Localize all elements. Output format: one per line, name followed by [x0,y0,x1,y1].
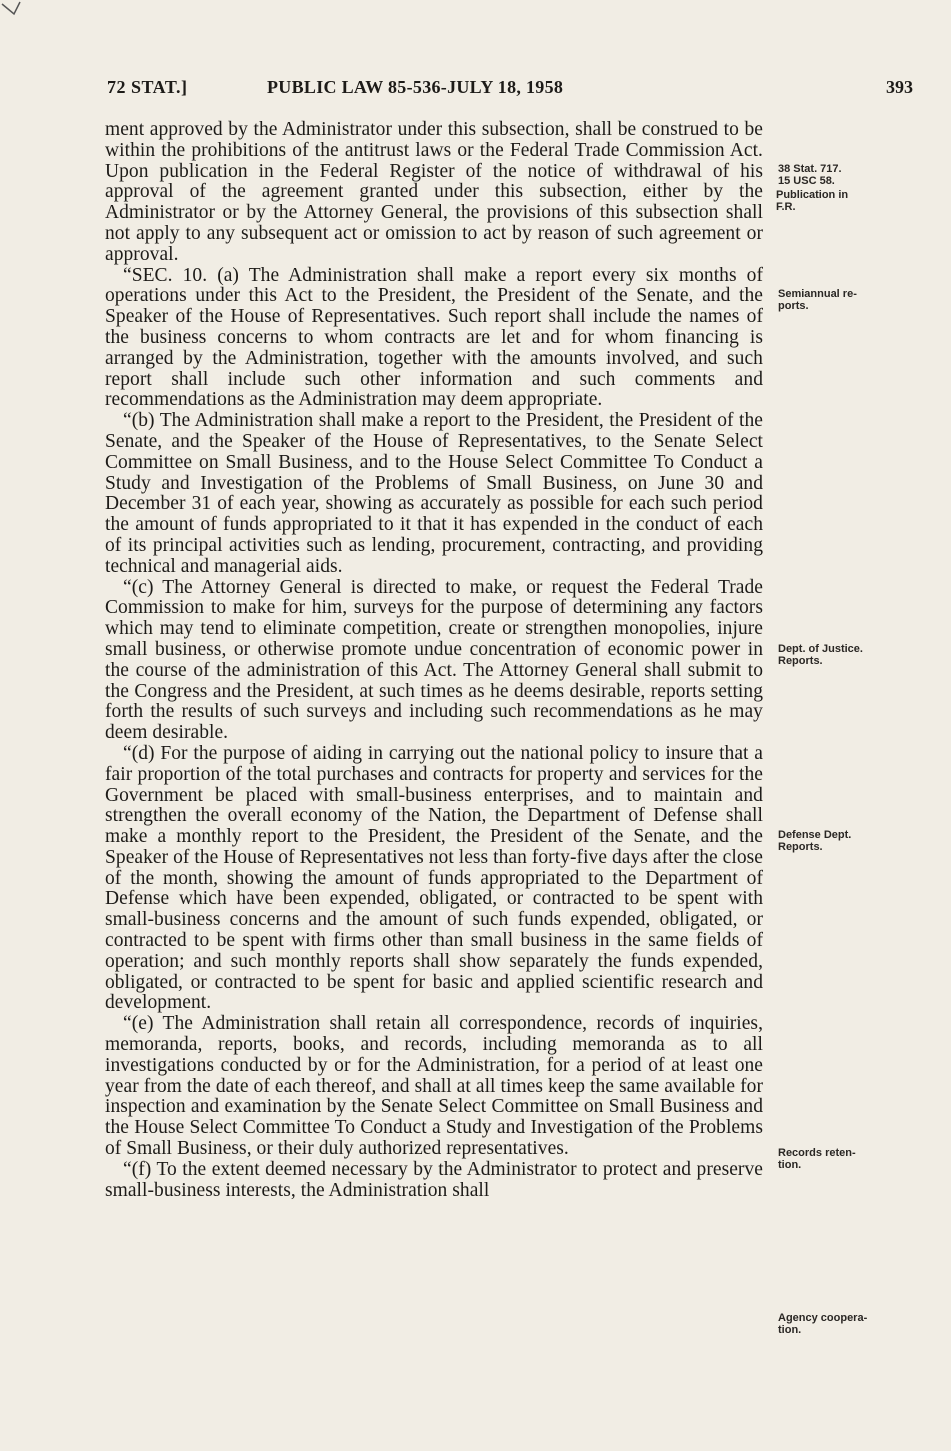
margin-note-agency-cooperation: Agency coopera- tion. [778,1312,868,1336]
page-header [107,77,913,101]
corner-pencil-mark [0,0,40,40]
volume-label: 72 STAT.] [107,77,188,97]
body-text [105,120,763,1201]
page-number: 393 [886,77,913,97]
paragraph-continuation: ment approved by the Administrator under this subsection, shall be construed to be within the prohibitions of the antitrust laws or the Federal Trade Commission Act. Upon publication in the Federal Register of the notice of withdrawal of his approval of the agreement granted under this subsection, either by the Administrator or by the Attorney General, the provisions of this subsection shall not apply to any subsequent act or omission to act by reason of such agreement or approval. [105,119,763,265]
paragraph-sec10-c: “(c) The Attorney General is directed to make, or request the Federal Trade Commission to make for him, surveys for the purpose of determining any factors which may tend to eliminate competition, create or strengthen monopolies, injure small business, or otherwise promote undue concentration of economic power in the course of the administration of this Act. The Attorney General shall submit to the Congress and the President, at such times as he deems desirable, reports setting forth the results of such surveys and including such recommendations as he may deem desirable. [105,576,763,744]
paragraph-sec10-e: “(e) The Administration shall retain all correspondence, records of inquiries, memoranda, reports, books, and records, including memoranda as to all investigations conducted by or for the Administration, for a period of at least one year from the date of each thereof, and shall at all times keep the same available for inspection and examination by the Senate Select Committee on Small Business and the House Select Committee To Conduct a Study and Investigation of the Problems of Small Business, or their duly authorized representatives. [105,1013,763,1160]
margin-note-justice-reports: Dept. of Justice. Reports. [778,643,863,667]
paragraph-sec10-a: “SEC. 10. (a) The Administration shall make a report every six months of operations under this Act to the President, the President of the Senate, and the Speaker of the House of Representatives. Such report shall include the names of the business concerns to whom contracts are let and for whom financing is arranged by the Administration, together with the amounts involved, and such report shall include such other information and such comments and recommendations as the Administration may deem appropriate. [105,264,763,411]
margin-note-defense-reports: Defense Dept. Reports. [778,829,852,853]
margin-note-citation: 38 Stat. 717. 15 USC 58. [778,163,842,187]
margin-note-semiannual-reports: Semiannual re- ports. [778,288,857,312]
margin-note-records-retention: Records reten- tion. [778,1147,856,1171]
paragraph-sec10-d: “(d) For the purpose of aiding in carrying out the national policy to insure that a fair proportion of the total purchases and contracts for property and services for the Government be placed with small-business enterprises, and to maintain and strengthen the overall economy of the Nation, the Department of Defense shall make a monthly report to the President, the President of the Senate, and the Speaker of the House of Representatives not less than forty-five days after the close of the month, showing the amount of funds appropriated to the Department of Defense which have been expended, obligated, or contracted to be spent with small-business concerns and the amount of such funds expended, obligated, or contracted to be spent with firms other than small business in the same fields of operation; and such monthly reports shall show separately the funds expended, obligated, or contracted to be spent for basic and applied scientific research and development. [105,742,763,1014]
paragraph-sec10-b: “(b) The Administration shall make a report to the President, the President of the Senate, and the Speaker of the House of Representatives, to the Senate Select Committee on Small Business, and to the House Select Committee To Conduct a Study and Investigation of the Problems of Small Business, on June 30 and December 31 of each year, showing as accurately as possible for each such period the amount of funds appropriated to it that it has expended in the conduct of each of its principal activities such as lending, procurement, contracting, and providing technical and managerial aids. [105,410,763,577]
page-title: PUBLIC LAW 85-536-JULY 18, 1958 [267,77,564,97]
margin-note-publication: Publication in F.R. [776,189,849,213]
paragraph-sec10-f: “(f) To the extent deemed necessary by the Administrator to protect and preserve small-business interests, the Administration shall [105,1158,763,1201]
